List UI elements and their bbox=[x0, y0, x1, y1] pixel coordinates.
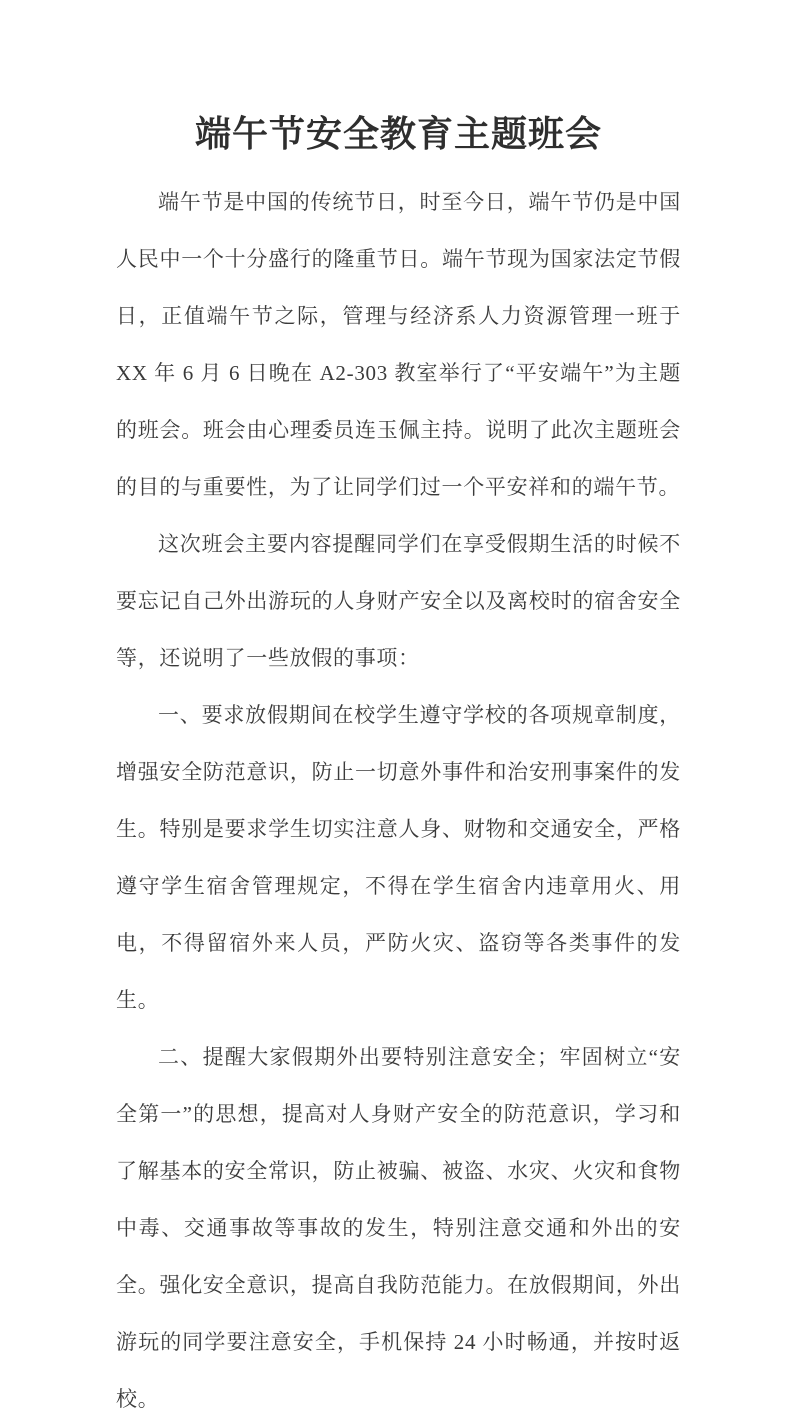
document-body bbox=[116, 174, 681, 1428]
paragraph-item-2: 二、提醒大家假期外出要特别注意安全；牢固树立“安全第一”的思想，提高对人身财产安全的防范意识，学习和了解基本的安全常识，防止被骗、被盗、水灾、火灾和食物中毒、交通事故等事故的发生，特别注意交通和外出的安全。强化安全意识，提高自我防范能力。在放假期间，外出游玩的同学要注意安全，手机保持 24 小时畅通，并按时返校。 bbox=[116, 1045, 681, 1411]
paragraph-item-1: 一、要求放假期间在校学生遵守学校的各项规章制度，增强安全防范意识，防止一切意外事件和治安刑事案件的发生。特别是要求学生切实注意人身、财物和交通安全，严格遵守学生宿舍管理规定，不得在学生宿舍内违章用火、用电，不得留宿外来人员，严防火灾、盗窃等各类事件的发生。 bbox=[116, 703, 681, 1012]
paragraph-intro: 端午节是中国的传统节日，时至今日，端午节仍是中国人民中一个十分盛行的隆重节日。端午节现为国家法定节假日，正值端午节之际，管理与经济系人力资源管理一班于 XX 年 6 月 6 日晚在 A2-303 教室举行了“平安端午”为主题的班会。班会由心理委员连玉佩主持。说明了此次主题班会的目的与重要性，为了让同学们过一个平安祥和的端午节。 bbox=[116, 190, 681, 499]
document-page bbox=[0, 108, 793, 1411]
paragraph-summary: 这次班会主要内容提醒同学们在享受假期生活的时候不要忘记自己外出游玩的人身财产安全以及离校时的宿舍安全等，还说明了一些放假的事项： bbox=[116, 532, 681, 670]
document-title: 端午节安全教育主题班会 bbox=[194, 114, 602, 154]
